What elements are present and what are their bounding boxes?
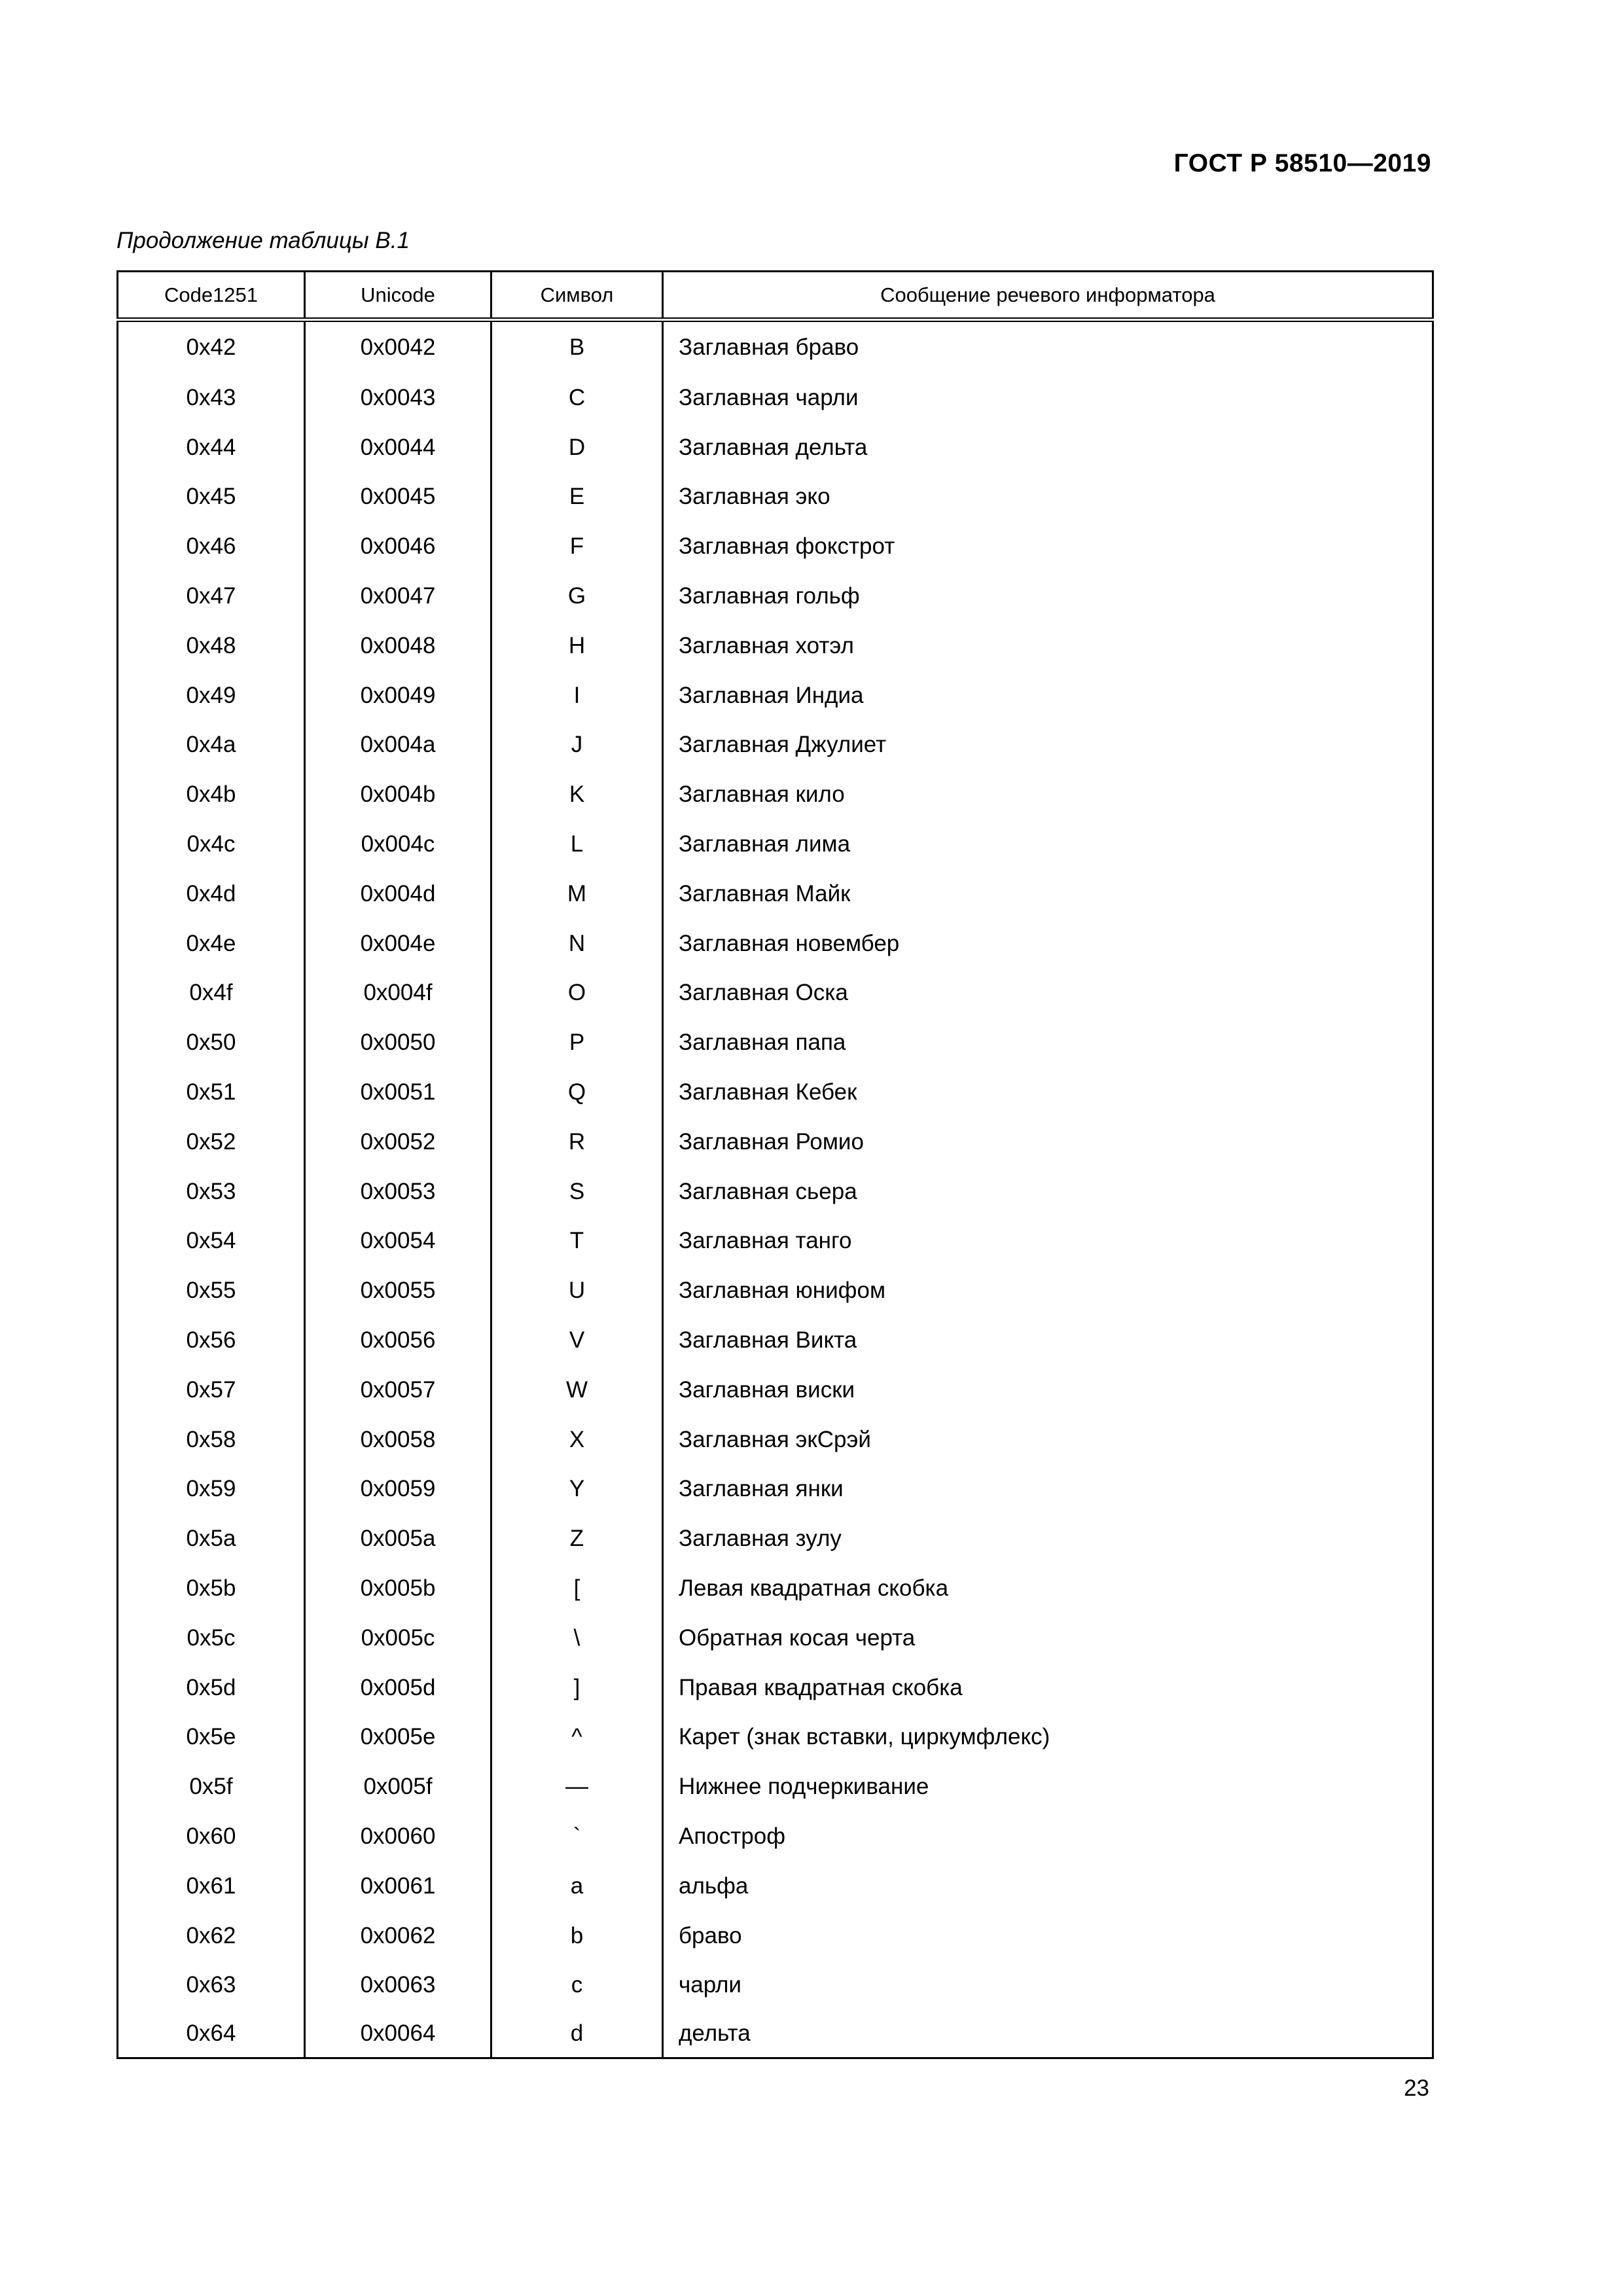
cell-message: Заглавная юнифом (663, 1266, 1433, 1316)
cell-code1251: 0x42 (118, 320, 305, 374)
cell-symbol: P (491, 1018, 663, 1067)
table-row (118, 1067, 1433, 1117)
cell-message: браво (663, 1911, 1433, 1961)
cell-message: Апостроф (663, 1812, 1433, 1861)
cell-code1251: 0x57 (118, 1365, 305, 1415)
cell-message: Заглавная Кебек (663, 1067, 1433, 1117)
cell-message: Заглавная новембер (663, 919, 1433, 969)
table-row (118, 1514, 1433, 1564)
cell-symbol: Z (491, 1514, 663, 1564)
cell-symbol: O (491, 969, 663, 1018)
cell-symbol: T (491, 1217, 663, 1266)
cell-symbol: [ (491, 1564, 663, 1613)
cell-unicode: 0x0063 (305, 1961, 491, 2011)
cell-unicode: 0x005e (305, 1713, 491, 1763)
cell-code1251: 0x44 (118, 423, 305, 473)
table-row (118, 770, 1433, 819)
cell-unicode: 0x0049 (305, 671, 491, 721)
cell-unicode: 0x0053 (305, 1167, 491, 1217)
cell-code1251: 0x43 (118, 373, 305, 423)
cell-message: Заглавная янки (663, 1465, 1433, 1515)
table-header (118, 272, 1433, 320)
cell-unicode: 0x005c (305, 1613, 491, 1663)
table-row (118, 721, 1433, 770)
cell-unicode: 0x0050 (305, 1018, 491, 1067)
table-row (118, 1266, 1433, 1316)
table-row (118, 1564, 1433, 1613)
cell-symbol: K (491, 770, 663, 819)
cell-code1251: 0x45 (118, 473, 305, 522)
cell-unicode: 0x0056 (305, 1316, 491, 1365)
cell-message: Заглавная Индиа (663, 671, 1433, 721)
cell-unicode: 0x004a (305, 721, 491, 770)
cell-unicode: 0x004e (305, 919, 491, 969)
cell-message: чарли (663, 1961, 1433, 2011)
cell-symbol: Q (491, 1067, 663, 1117)
cell-symbol: E (491, 473, 663, 522)
cell-code1251: 0x60 (118, 1812, 305, 1861)
cell-code1251: 0x61 (118, 1861, 305, 1911)
table-row (118, 423, 1433, 473)
cell-unicode: 0x0064 (305, 2010, 491, 2058)
cell-unicode: 0x005d (305, 1663, 491, 1713)
cell-symbol: Y (491, 1465, 663, 1515)
cell-code1251: 0x62 (118, 1911, 305, 1961)
cell-code1251: 0x4a (118, 721, 305, 770)
cell-message: Заглавная эко (663, 473, 1433, 522)
table-row (118, 1812, 1433, 1861)
cell-message: Обратная косая черта (663, 1613, 1433, 1663)
header-code1251: Code1251 (118, 272, 305, 320)
cell-symbol: ^ (491, 1713, 663, 1763)
cell-symbol: D (491, 423, 663, 473)
cell-message: Заглавная Оска (663, 969, 1433, 1018)
cell-unicode: 0x0042 (305, 320, 491, 374)
cell-symbol: ] (491, 1663, 663, 1713)
cell-message: Правая квадратная скобка (663, 1663, 1433, 1713)
cell-message: Заглавная фокстрот (663, 522, 1433, 571)
table-body (118, 320, 1433, 2058)
cell-symbol: W (491, 1365, 663, 1415)
code-table (116, 270, 1434, 2059)
table-row (118, 320, 1433, 374)
cell-symbol: R (491, 1117, 663, 1167)
table-row (118, 1018, 1433, 1067)
cell-message: Заглавная чарли (663, 373, 1433, 423)
cell-symbol: N (491, 919, 663, 969)
cell-symbol: H (491, 621, 663, 671)
cell-message: Заглавная браво (663, 320, 1433, 374)
cell-code1251: 0x54 (118, 1217, 305, 1266)
cell-symbol: X (491, 1415, 663, 1465)
table-row (118, 919, 1433, 969)
cell-code1251: 0x47 (118, 571, 305, 621)
cell-unicode: 0x0062 (305, 1911, 491, 1961)
cell-code1251: 0x5e (118, 1713, 305, 1763)
table-caption: Продолжение таблицы В.1 (116, 228, 410, 253)
cell-unicode: 0x004c (305, 819, 491, 869)
cell-code1251: 0x49 (118, 671, 305, 721)
table-row (118, 1117, 1433, 1167)
cell-message: Заглавная танго (663, 1217, 1433, 1266)
cell-unicode: 0x0057 (305, 1365, 491, 1415)
standard-code: ГОСТ Р 58510—2019 (1173, 149, 1431, 177)
cell-symbol: G (491, 571, 663, 621)
table-row (118, 1911, 1433, 1961)
cell-code1251: 0x56 (118, 1316, 305, 1365)
cell-unicode: 0x004f (305, 969, 491, 1018)
cell-code1251: 0x55 (118, 1266, 305, 1316)
cell-code1251: 0x5b (118, 1564, 305, 1613)
cell-code1251: 0x53 (118, 1167, 305, 1217)
table-row (118, 1465, 1433, 1515)
table-row (118, 1365, 1433, 1415)
table-row (118, 1316, 1433, 1365)
cell-code1251: 0x48 (118, 621, 305, 671)
cell-code1251: 0x5f (118, 1762, 305, 1812)
cell-symbol: ` (491, 1812, 663, 1861)
cell-message: Заглавная виски (663, 1365, 1433, 1415)
header-symbol: Символ (491, 272, 663, 320)
cell-message: Заглавная кило (663, 770, 1433, 819)
cell-symbol: B (491, 320, 663, 374)
cell-message: Заглавная сьера (663, 1167, 1433, 1217)
cell-code1251: 0x63 (118, 1961, 305, 2011)
cell-symbol: b (491, 1911, 663, 1961)
table-row (118, 819, 1433, 869)
cell-symbol: — (491, 1762, 663, 1812)
cell-message: Заглавная Джулиет (663, 721, 1433, 770)
cell-message: Заглавная зулу (663, 1514, 1433, 1564)
cell-unicode: 0x0058 (305, 1415, 491, 1465)
cell-message: Заглавная гольф (663, 571, 1433, 621)
cell-message: Заглавная лима (663, 819, 1433, 869)
cell-code1251: 0x4e (118, 919, 305, 969)
table-row (118, 571, 1433, 621)
cell-message: Заглавная Ромио (663, 1117, 1433, 1167)
cell-unicode: 0x0055 (305, 1266, 491, 1316)
cell-symbol: \ (491, 1613, 663, 1663)
table-row (118, 1217, 1433, 1266)
cell-code1251: 0x46 (118, 522, 305, 571)
cell-message: Заглавная папа (663, 1018, 1433, 1067)
header-row (118, 272, 1433, 320)
cell-code1251: 0x51 (118, 1067, 305, 1117)
cell-unicode: 0x0052 (305, 1117, 491, 1167)
table-row (118, 473, 1433, 522)
table-row (118, 869, 1433, 919)
table-row (118, 522, 1433, 571)
table-row (118, 671, 1433, 721)
cell-message: альфа (663, 1861, 1433, 1911)
cell-code1251: 0x4c (118, 819, 305, 869)
table-row (118, 1415, 1433, 1465)
table-row (118, 1861, 1433, 1911)
cell-message: Нижнее подчеркивание (663, 1762, 1433, 1812)
cell-code1251: 0x52 (118, 1117, 305, 1167)
cell-symbol: L (491, 819, 663, 869)
cell-symbol: V (491, 1316, 663, 1365)
page-number: 23 (1404, 2075, 1429, 2101)
table-row (118, 969, 1433, 1018)
cell-symbol: F (491, 522, 663, 571)
cell-unicode: 0x0045 (305, 473, 491, 522)
cell-unicode: 0x0061 (305, 1861, 491, 1911)
cell-symbol: M (491, 869, 663, 919)
table-row (118, 1167, 1433, 1217)
cell-symbol: J (491, 721, 663, 770)
cell-unicode: 0x004b (305, 770, 491, 819)
cell-symbol: S (491, 1167, 663, 1217)
cell-code1251: 0x4f (118, 969, 305, 1018)
cell-message: Карет (знак вставки, циркумфлекс) (663, 1713, 1433, 1763)
table-row (118, 1713, 1433, 1763)
table-row (118, 1613, 1433, 1663)
cell-symbol: c (491, 1961, 663, 2011)
cell-unicode: 0x0059 (305, 1465, 491, 1515)
table-row (118, 2010, 1433, 2058)
cell-code1251: 0x50 (118, 1018, 305, 1067)
header-message: Сообщение речевого информатора (663, 272, 1433, 320)
cell-code1251: 0x5c (118, 1613, 305, 1663)
cell-unicode: 0x0054 (305, 1217, 491, 1266)
table-row (118, 373, 1433, 423)
cell-code1251: 0x58 (118, 1415, 305, 1465)
cell-code1251: 0x64 (118, 2010, 305, 2058)
table-row (118, 1663, 1433, 1713)
cell-message: Заглавная Викта (663, 1316, 1433, 1365)
cell-unicode: 0x0051 (305, 1067, 491, 1117)
cell-unicode: 0x005f (305, 1762, 491, 1812)
table-row (118, 621, 1433, 671)
cell-message: Заглавная экСрэй (663, 1415, 1433, 1465)
cell-symbol: C (491, 373, 663, 423)
cell-unicode: 0x005b (305, 1564, 491, 1613)
cell-unicode: 0x0044 (305, 423, 491, 473)
cell-unicode: 0x004d (305, 869, 491, 919)
cell-code1251: 0x5d (118, 1663, 305, 1713)
cell-unicode: 0x0047 (305, 571, 491, 621)
cell-message: Левая квадратная скобка (663, 1564, 1433, 1613)
cell-unicode: 0x005a (305, 1514, 491, 1564)
cell-message: Заглавная дельта (663, 423, 1433, 473)
cell-code1251: 0x59 (118, 1465, 305, 1515)
header-unicode: Unicode (305, 272, 491, 320)
cell-unicode: 0x0043 (305, 373, 491, 423)
cell-message: Заглавная хотэл (663, 621, 1433, 671)
cell-code1251: 0x4b (118, 770, 305, 819)
cell-unicode: 0x0060 (305, 1812, 491, 1861)
cell-code1251: 0x4d (118, 869, 305, 919)
cell-symbol: a (491, 1861, 663, 1911)
cell-symbol: I (491, 671, 663, 721)
cell-symbol: U (491, 1266, 663, 1316)
cell-unicode: 0x0046 (305, 522, 491, 571)
cell-symbol: d (491, 2010, 663, 2058)
cell-unicode: 0x0048 (305, 621, 491, 671)
cell-code1251: 0x5a (118, 1514, 305, 1564)
cell-message: Заглавная Майк (663, 869, 1433, 919)
table-row (118, 1961, 1433, 2011)
table-row (118, 1762, 1433, 1812)
cell-message: дельта (663, 2010, 1433, 2058)
